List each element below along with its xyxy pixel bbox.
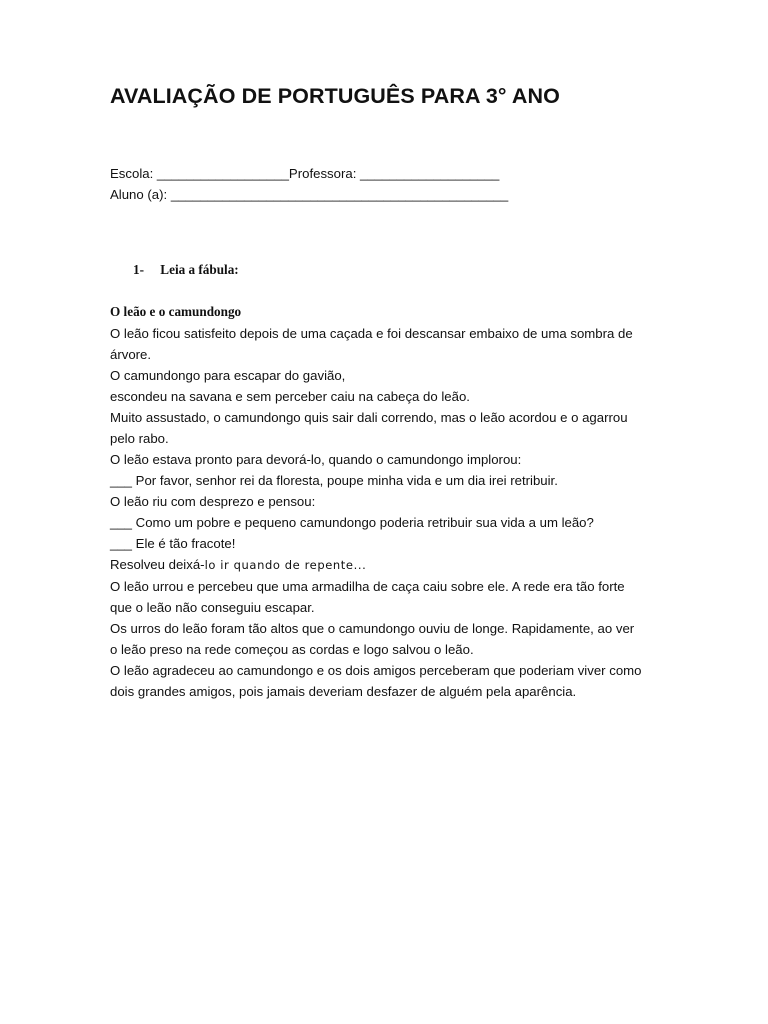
story-line: Os urros do leão foram tão altos que o camundongo ouviu de longe. Rapidamente, ao ver bbox=[110, 621, 635, 636]
school-teacher-field: Escola: __________________Professora: ___________________ bbox=[110, 166, 500, 181]
story-title: O leão e o camundongo bbox=[110, 304, 242, 319]
question-1 bbox=[133, 262, 239, 278]
question-number: 1- bbox=[133, 262, 144, 277]
story-line: o leão preso na rede começou as cordas e logo salvou o leão. bbox=[110, 642, 474, 657]
story-line: pelo rabo. bbox=[110, 431, 169, 446]
story-line: Muito assustado, o camundongo quis sair dali correndo, mas o leão acordou e o agarrou bbox=[110, 410, 628, 425]
story-line: O leão estava pronto para devorá-lo, quando o camundongo implorou: bbox=[110, 452, 522, 467]
story-line: O camundongo para escapar do gavião, bbox=[110, 368, 346, 383]
story-line: O leão agradeceu ao camundongo e os dois amigos perceberam que poderiam viver como bbox=[110, 663, 642, 678]
story-line: que o leão não conseguiu escapar. bbox=[110, 600, 315, 615]
resolve-part-1: Resolveu deixá- bbox=[110, 557, 205, 572]
story-line: O leão riu com desprezo e pensou: bbox=[110, 494, 316, 509]
story-line: escondeu na savana e sem perceber caiu na cabeça do leão. bbox=[110, 389, 470, 404]
story-body bbox=[110, 323, 670, 702]
story-line: ___ Como um pobre e pequeno camundongo poderia retribuir sua vida a um leão? bbox=[110, 515, 594, 530]
page-title: AVALIAÇÃO DE PORTUGUÊS PARA 3° ANO bbox=[110, 84, 560, 108]
story-line: ___ Ele é tão fracote! bbox=[110, 536, 236, 551]
story-line: dois grandes amigos, pois jamais deveriam desfazer de alguém pela aparência. bbox=[110, 684, 577, 699]
header-fields bbox=[110, 163, 508, 205]
story-line-resolve bbox=[110, 554, 670, 576]
question-text: Leia a fábula: bbox=[160, 262, 239, 277]
student-field: Aluno (a): ______________________________________________ bbox=[110, 187, 509, 202]
story-line: O leão ficou satisfeito depois de uma caçada e foi descansar embaixo de uma sombra de bbox=[110, 326, 633, 341]
story-line: O leão urrou e percebeu que uma armadilha de caça caiu sobre ele. A rede era tão forte bbox=[110, 579, 625, 594]
story-line: ___ Por favor, senhor rei da floresta, poupe minha vida e um dia irei retribuir. bbox=[110, 473, 558, 488]
resolve-part-2: lo ir quando de repente... bbox=[204, 558, 367, 572]
story-line: árvore. bbox=[110, 347, 152, 362]
